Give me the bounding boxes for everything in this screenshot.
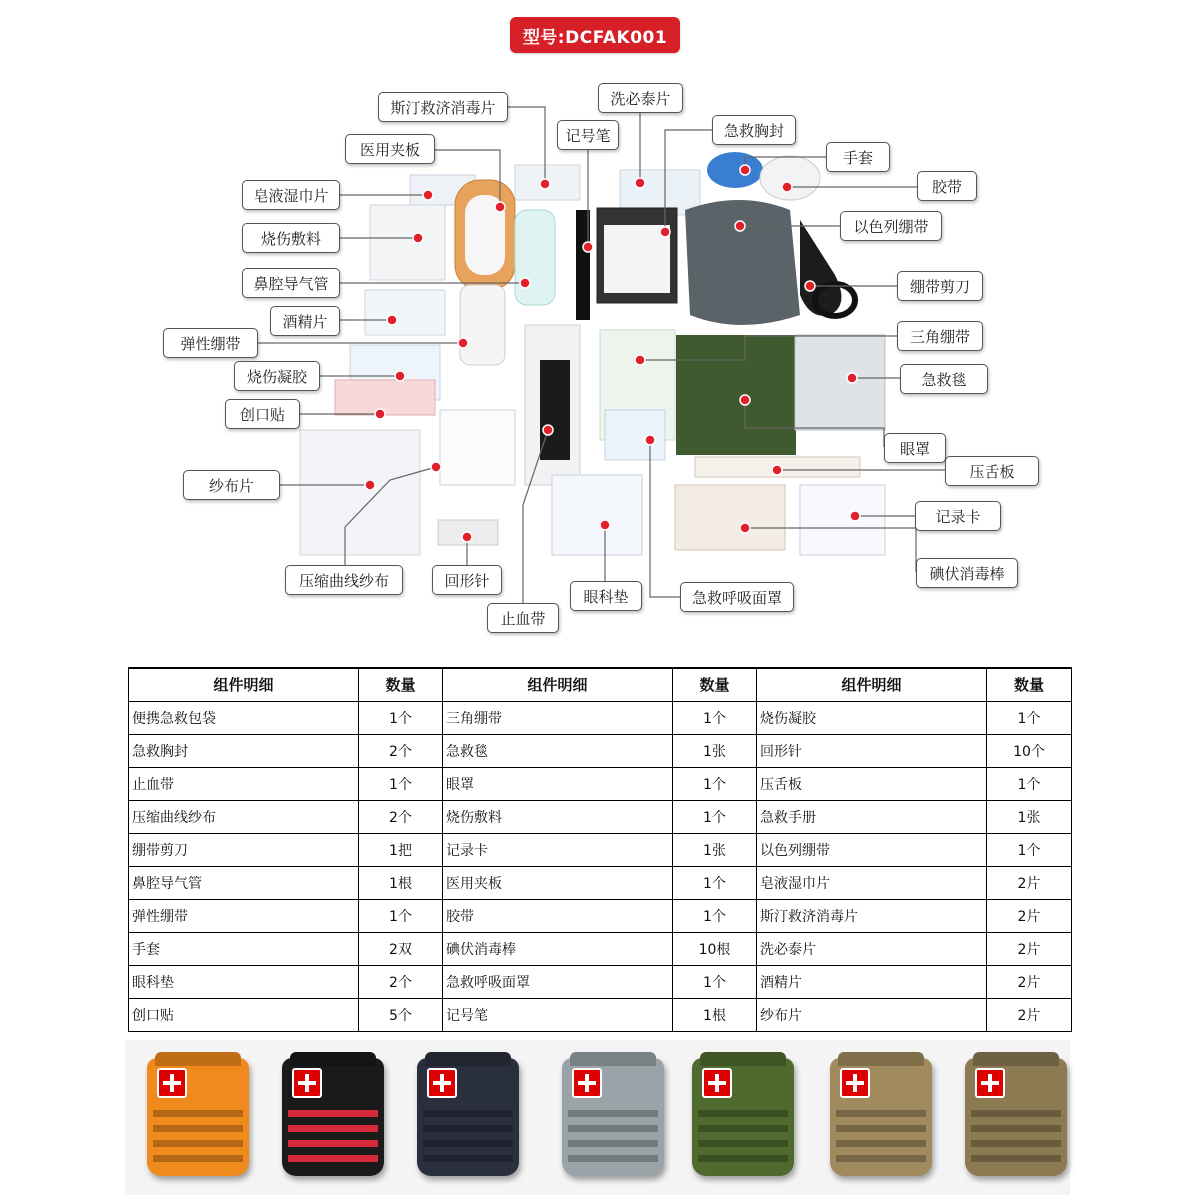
red-cross-icon [572, 1068, 602, 1098]
table-row [129, 866, 1072, 899]
red-cross-icon [702, 1068, 732, 1098]
component-name-cell: 压舌板 [757, 767, 987, 800]
component-name-cell: 洗必泰片 [757, 932, 987, 965]
component-name-cell: 碘伏消毒棒 [443, 932, 673, 965]
table-row [129, 899, 1072, 932]
label-eye-pad: 眼科垫 [570, 581, 642, 611]
label-nasal-airway: 鼻腔导气管 [242, 268, 340, 298]
quantity-cell: 10根 [673, 932, 757, 965]
component-name-cell: 烧伤凝胶 [757, 701, 987, 734]
label-band-aid: 创口贴 [225, 399, 300, 429]
label-chlorhexidine: 洗必泰片 [598, 83, 683, 113]
quantity-cell: 1个 [987, 833, 1072, 866]
table-row [129, 767, 1072, 800]
col-header-item: 组件明细 [129, 668, 359, 701]
quantity-cell: 1个 [673, 767, 757, 800]
bag-color-option [417, 1058, 519, 1176]
component-name-cell: 三角绷带 [443, 701, 673, 734]
col-header-item: 组件明细 [757, 668, 987, 701]
label-tape: 胶带 [917, 171, 977, 201]
table-row [129, 965, 1072, 998]
quantity-cell: 1张 [673, 734, 757, 767]
table-row [129, 932, 1072, 965]
label-shears: 绷带剪刀 [897, 271, 983, 301]
component-name-cell: 绷带剪刀 [129, 833, 359, 866]
quantity-cell: 2片 [987, 932, 1072, 965]
col-header-qty: 数量 [987, 668, 1072, 701]
component-name-cell: 纱布片 [757, 998, 987, 1031]
quantity-cell: 1个 [359, 899, 443, 932]
component-name-cell: 急救毯 [443, 734, 673, 767]
component-name-cell: 斯汀救济消毒片 [757, 899, 987, 932]
component-name-cell: 止血带 [129, 767, 359, 800]
component-name-cell: 创口贴 [129, 998, 359, 1031]
model-badge: 型号:DCFAK001 [510, 17, 680, 53]
component-name-cell: 压缩曲线纱布 [129, 800, 359, 833]
quantity-cell: 1个 [987, 701, 1072, 734]
quantity-cell: 2片 [987, 899, 1072, 932]
label-cpr-mask: 急救呼吸面罩 [680, 582, 794, 612]
red-cross-icon [157, 1068, 187, 1098]
component-name-cell: 医用夹板 [443, 866, 673, 899]
label-israeli-bandage: 以色列绷带 [840, 211, 942, 241]
bag-color-options [125, 1040, 1070, 1195]
label-burn-gel: 烧伤凝胶 [234, 361, 320, 391]
label-iodine: 碘伏消毒棒 [916, 558, 1018, 588]
red-cross-icon [975, 1068, 1005, 1098]
component-name-cell: 便携急救包袋 [129, 701, 359, 734]
label-record-card: 记录卡 [915, 501, 1001, 531]
component-name-cell: 回形针 [757, 734, 987, 767]
quantity-cell: 1个 [673, 866, 757, 899]
component-name-cell: 眼罩 [443, 767, 673, 800]
table-row [129, 734, 1072, 767]
quantity-cell: 10个 [987, 734, 1072, 767]
label-depressor: 压舌板 [945, 456, 1039, 486]
bag-color-option [562, 1058, 664, 1176]
quantity-cell: 1个 [359, 767, 443, 800]
label-blanket: 急救毯 [900, 364, 988, 394]
component-name-cell: 急救手册 [757, 800, 987, 833]
quantity-cell: 1个 [987, 767, 1072, 800]
bag-color-option [692, 1058, 794, 1176]
label-marker: 记号笔 [557, 120, 619, 150]
quantity-cell: 1个 [673, 800, 757, 833]
kit-contents-diagram [0, 60, 1200, 650]
label-chest-seal: 急救胸封 [712, 115, 796, 145]
component-name-cell: 眼科垫 [129, 965, 359, 998]
red-cross-icon [427, 1068, 457, 1098]
component-name-cell: 急救呼吸面罩 [443, 965, 673, 998]
quantity-cell: 2个 [359, 800, 443, 833]
label-burn-dressing: 烧伤敷料 [242, 223, 340, 253]
red-cross-icon [840, 1068, 870, 1098]
table-row [129, 998, 1072, 1031]
table-row [129, 833, 1072, 866]
label-tourniquet: 止血带 [487, 603, 559, 633]
bag-color-option [830, 1058, 932, 1176]
components-table [128, 667, 1072, 1032]
label-alcohol-pad: 酒精片 [270, 306, 340, 336]
label-z-gauze: 压缩曲线纱布 [285, 565, 403, 595]
quantity-cell: 1个 [359, 701, 443, 734]
table-header-row [129, 668, 1072, 701]
quantity-cell: 2片 [987, 965, 1072, 998]
quantity-cell: 1根 [673, 998, 757, 1031]
label-gloves: 手套 [826, 142, 890, 172]
component-name-cell: 烧伤敷料 [443, 800, 673, 833]
label-elastic-bandage: 弹性绷带 [163, 328, 258, 358]
quantity-cell: 2双 [359, 932, 443, 965]
quantity-cell: 2片 [987, 866, 1072, 899]
label-splint: 医用夹板 [345, 134, 435, 164]
component-name-cell: 胶带 [443, 899, 673, 932]
bag-color-option [147, 1058, 249, 1176]
bag-color-option [965, 1058, 1067, 1176]
component-name-cell: 弹性绷带 [129, 899, 359, 932]
component-name-cell: 以色列绷带 [757, 833, 987, 866]
col-header-qty: 数量 [673, 668, 757, 701]
table-row [129, 800, 1072, 833]
quantity-cell: 1张 [987, 800, 1072, 833]
component-name-cell: 急救胸封 [129, 734, 359, 767]
quantity-cell: 5个 [359, 998, 443, 1031]
table-row [129, 701, 1072, 734]
quantity-cell: 1个 [673, 701, 757, 734]
component-name-cell: 酒精片 [757, 965, 987, 998]
quantity-cell: 1把 [359, 833, 443, 866]
red-cross-icon [292, 1068, 322, 1098]
label-triangle-bandage: 三角绷带 [897, 321, 983, 351]
component-name-cell: 鼻腔导气管 [129, 866, 359, 899]
label-sterile-disinfect: 斯汀救济消毒片 [378, 92, 508, 122]
bag-color-option [282, 1058, 384, 1176]
label-eye-shield: 眼罩 [884, 433, 946, 463]
label-gauze: 纱布片 [183, 470, 280, 500]
component-name-cell: 记号笔 [443, 998, 673, 1031]
component-name-cell: 手套 [129, 932, 359, 965]
col-header-item: 组件明细 [443, 668, 673, 701]
component-name-cell: 记录卡 [443, 833, 673, 866]
component-name-cell: 皂液湿巾片 [757, 866, 987, 899]
quantity-cell: 2个 [359, 734, 443, 767]
quantity-cell: 2个 [359, 965, 443, 998]
product-illustration [300, 152, 885, 555]
quantity-cell: 1张 [673, 833, 757, 866]
quantity-cell: 1个 [673, 965, 757, 998]
quantity-cell: 1个 [673, 899, 757, 932]
label-soap-wipe: 皂液湿巾片 [242, 180, 340, 210]
quantity-cell: 1根 [359, 866, 443, 899]
label-safety-pin: 回形针 [432, 565, 502, 595]
col-header-qty: 数量 [359, 668, 443, 701]
quantity-cell: 2片 [987, 998, 1072, 1031]
